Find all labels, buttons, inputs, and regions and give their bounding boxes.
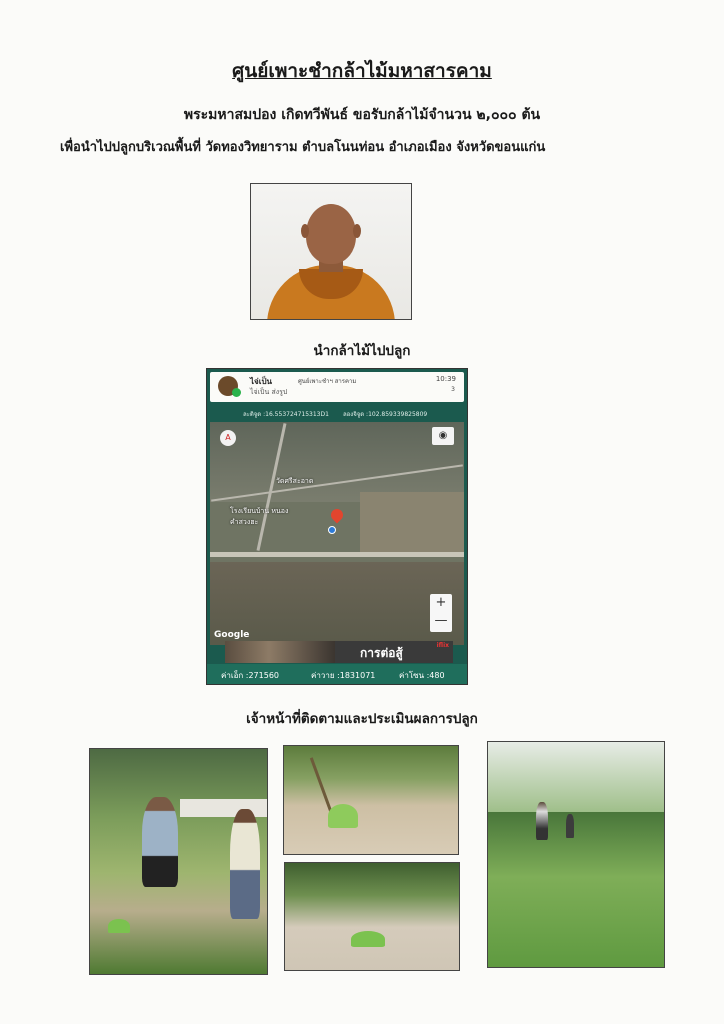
status-dot-icon [232,388,241,397]
utm-bar [207,664,467,684]
eye-icon[interactable]: ◉ [432,427,454,445]
purpose-line: เพื่อนำไปปลูกบริเวณพื้นที่ วัดทองวิทยาราม ตำบลโนนท่อน อำเภอเมือง จังหวัดขอนแก่น [60,140,546,155]
officer-man [230,809,260,919]
head [306,204,356,264]
map-label-school: โรงเรียนบ้าน หนองคำสวงฮะ [230,507,289,526]
monk-portrait [250,183,412,320]
request-line: พระมหาสมปอง เกิดทวีพันธ์ ขอรับกล้าไม้จำนวน ๒,๐๐๐ ต้น [183,107,541,123]
map-highway [210,552,464,557]
coordinate-bar [207,407,467,419]
notification-message: ไจ่เป็น ส่งรูป [250,388,288,396]
northing-readout: ค่าวาย :1831071 [311,671,376,680]
seedling [328,804,358,828]
satellite-map[interactable] [210,422,464,645]
ad-image [225,641,335,663]
notification-sender: ไจ่เป็น [250,377,272,386]
easting-readout: ค่าเอ็ก :271560 [221,671,280,680]
map-field [360,492,464,552]
zone-readout: ค่าโซน :480 [399,671,445,680]
latitude-readout: ละติจูด :16.553724715313D1 [243,411,329,418]
compass-icon[interactable]: A [220,430,236,446]
current-location-icon [328,526,336,534]
zoom-control[interactable] [430,594,452,632]
google-logo: Google [214,630,250,640]
phone-screenshot [206,368,468,685]
officer-2 [566,814,574,838]
caption-planting: นำกล้าไม้ไปปลูก [313,343,411,359]
photo-seedling-2 [284,862,460,971]
ear-right [353,224,361,238]
ad-brand: iflix [436,642,449,649]
photo-seedling-1 [283,745,459,855]
officer-woman [142,797,178,887]
sky [488,742,664,812]
location-pin-icon[interactable] [329,507,346,524]
notification-count: 3 [451,386,455,393]
caption-monitoring: เจ้าหน้าที่ติดตามและประเมินผลการปลูก [246,711,478,727]
stake [310,757,333,814]
page-title: ศูนย์เพาะชำกล้าไม้มหาสารคาม [232,60,492,82]
ear-left [301,224,309,238]
longitude-readout: ลองจิจูด :102.859339825809 [343,411,428,418]
zoom-out-button[interactable]: — [434,613,448,628]
line-notification[interactable] [210,372,464,402]
ad-banner[interactable] [225,641,453,663]
seedling [108,919,130,933]
ad-text: การต่อสู้ [360,646,403,660]
photo-officers-inspecting [89,748,268,975]
notification-time: 10:39 [435,375,456,383]
map-village-area [210,422,464,502]
map-label-temple: วัดศรีสะอาด [276,477,314,485]
notification-org: ศูนย์เพาะชำฯ สารคาม [298,378,357,385]
seedling [351,931,385,947]
photo-planting-site [487,741,665,968]
zoom-in-button[interactable]: + [435,595,447,610]
officer-1 [536,802,548,840]
